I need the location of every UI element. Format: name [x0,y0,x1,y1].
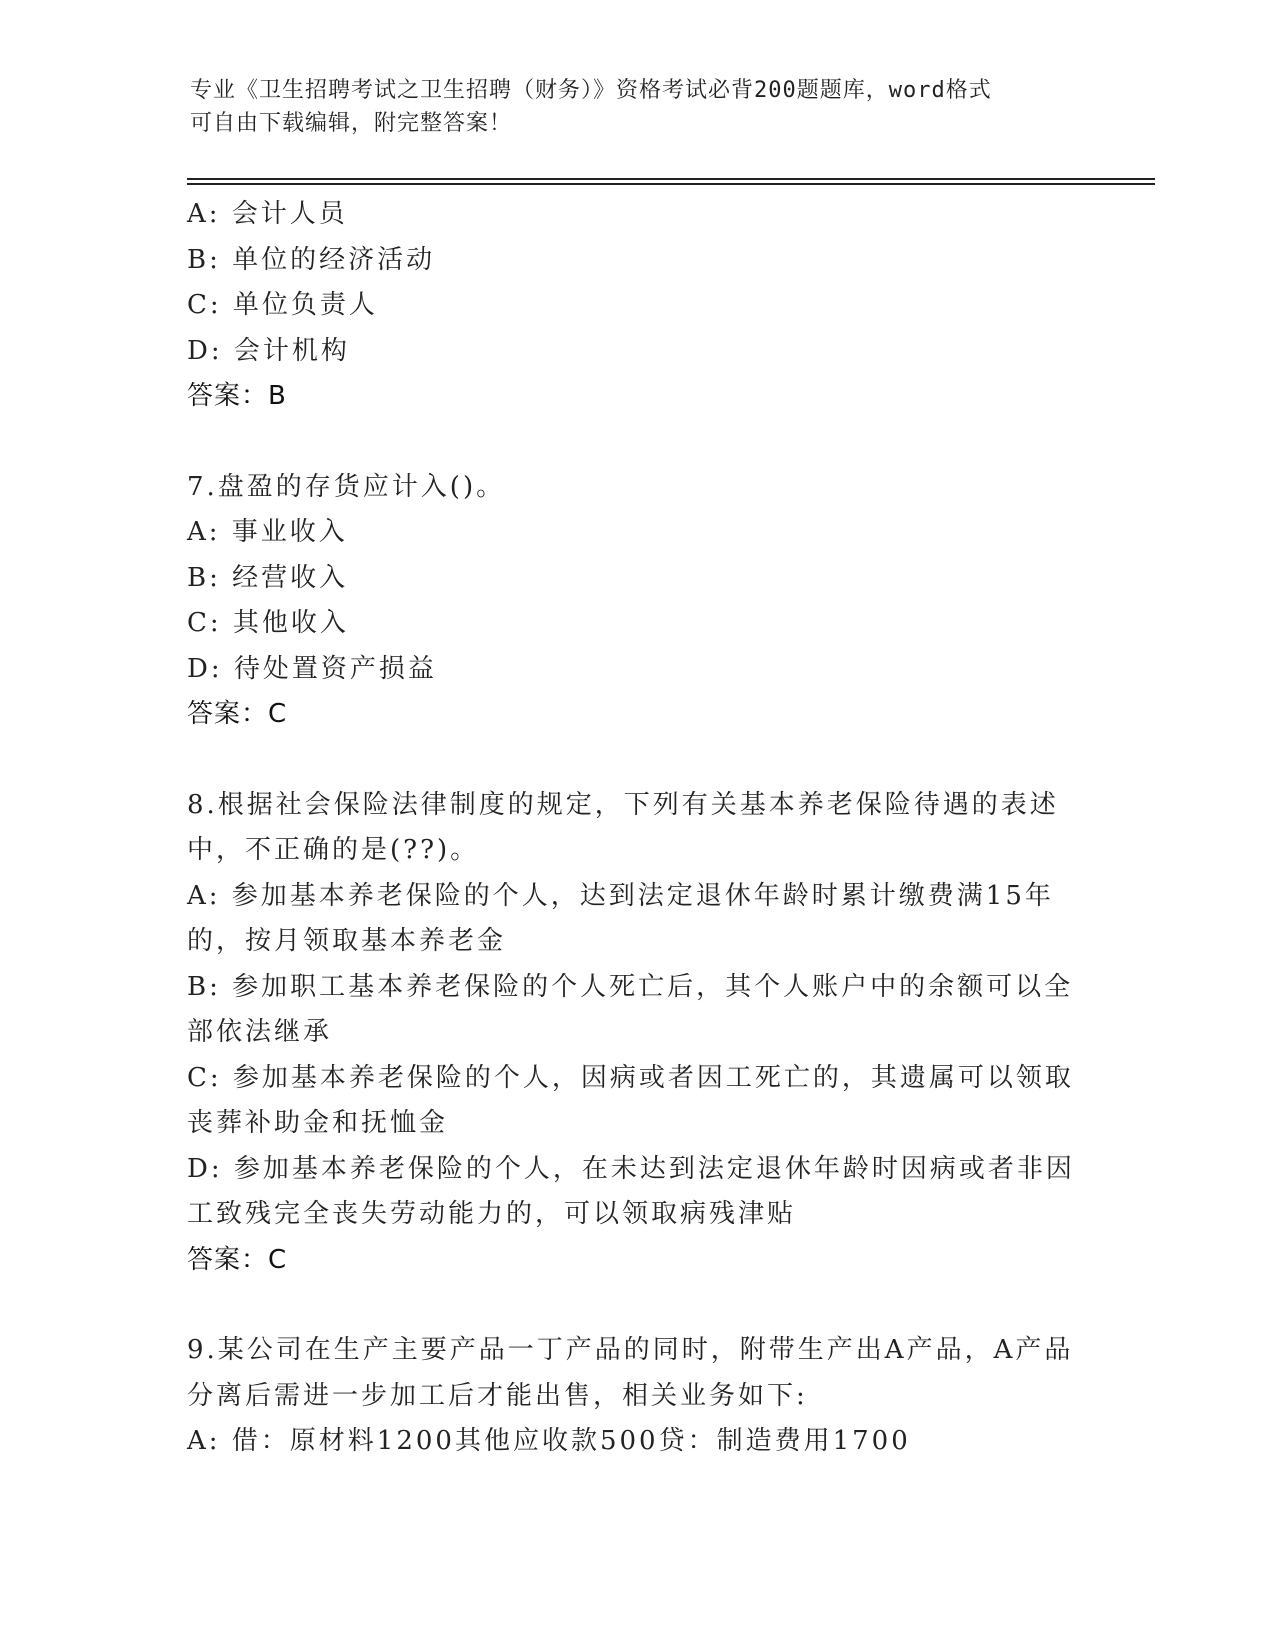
option-b-line-2: 部依法继承 [187,1017,333,1047]
spacer [187,420,1087,465]
option-a: A: 事业收入 [187,517,348,547]
answer-line: 答案：C [187,1244,288,1275]
spacer [187,1283,1087,1328]
question-text-line-1: 9.某公司在生产主要产品一丁产品的同时，附带生产出A产品，A产品 [187,1335,1074,1365]
question-text-line-1: 8.根据社会保险法律制度的规定，下列有关基本养老保险待遇的表述 [187,789,1059,820]
question-text: 7.盘盈的存货应计入()。 [187,471,506,502]
option-a: A: 会计人员 [187,199,348,229]
option-c: C: 其他收入 [187,608,349,638]
answer-line: 答案：B [187,381,287,411]
option-d: D: 待处置资产损益 [187,653,437,684]
question-block-8 [187,783,1087,1284]
question-block-9 [187,1328,1087,1465]
option-b: B: 单位的经济活动 [187,244,436,275]
option-a-line-2: 的，按月领取基本养老金 [187,926,507,956]
question-text-line-2: 中，不正确的是(??)。 [187,835,480,865]
question-text-line-2: 分离后需进一步加工后才能出售，相关业务如下: [187,1380,808,1411]
option-c-line-2: 丧葬补助金和抚恤金 [187,1108,449,1138]
spacer [187,738,1087,783]
question-block-7 [187,465,1087,738]
option-d-line-2: 工致残完全丧失劳动能力的，可以领取病残津贴 [187,1199,797,1229]
option-b-line-1: B: 参加职工基本养老保险的个人死亡后，其个人账户中的余额可以全 [187,971,1074,1002]
header-divider-top [187,178,1155,180]
option-a: A: 借：原材料1200其他应收款500贷：制造费用1700 [187,1426,911,1456]
question-block-6 [187,192,1087,420]
header-title-line-2: 可自由下载编辑，附完整答案！ [190,111,513,136]
header-title-line-1: 专业《卫生招聘考试之卫生招聘（财务）》资格考试必背200题题库，word格式 [190,78,992,103]
option-c-line-1: C: 参加基本养老保险的个人，因病或者因工死亡的，其遗属可以领取 [187,1062,1074,1093]
question-list [187,192,1087,1465]
header-divider-bottom [187,183,1155,185]
option-b: B: 经营收入 [187,562,349,593]
document-header [190,74,1070,140]
option-c: C: 单位负责人 [187,290,378,320]
option-a-line-1: A: 参加基本养老保险的个人，达到法定退休年龄时累计缴费满15年 [187,880,1054,911]
answer-line: 答案：C [187,699,288,729]
option-d-line-1: D: 参加基本养老保险的个人，在未达到法定退休年龄时因病或者非因 [187,1153,1075,1184]
option-d: D: 会计机构 [187,335,350,366]
